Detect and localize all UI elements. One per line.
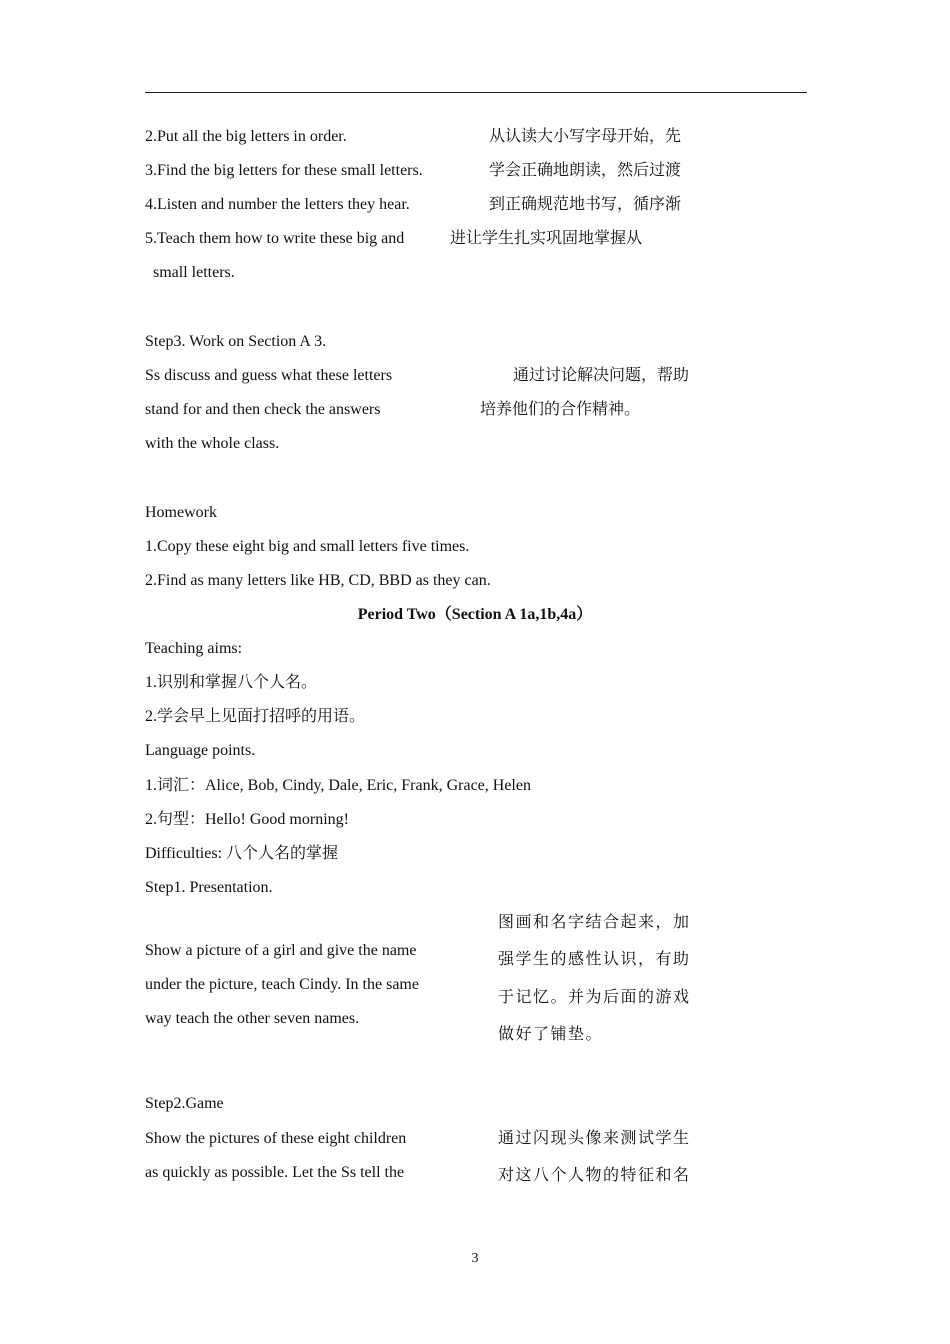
homework-item: 1.Copy these eight big and small letters five times. — [145, 538, 470, 555]
step-line: 4.Listen and number the letters they hear. — [145, 196, 410, 213]
step2-line: as quickly as possible. Let the Ss tell the — [145, 1164, 405, 1181]
side-note: 培养他们的合作精神。 — [480, 401, 641, 418]
side-note: 于记忆。并为后面的游戏 — [498, 989, 691, 1006]
side-note: 进让学生扎实巩固地掌握从 — [450, 230, 643, 247]
period-heading: Period Two（Section A 1a,1b,4a） — [357, 606, 593, 623]
step1-line: way teach the other seven names. — [145, 1010, 360, 1027]
step3-title: Step3. Work on Section A 3. — [145, 333, 327, 350]
step-line: 3.Find the big letters for these small letters. — [145, 162, 423, 179]
step-line: 2.Put all the big letters in order. — [145, 128, 347, 145]
side-note: 通过讨论解决问题，帮助 — [513, 367, 690, 384]
step2-title: Step2.Game — [145, 1095, 224, 1112]
point-item: 1.词汇：Alice, Bob, Cindy, Dale, Eric, Frank, Grace, Helen — [145, 777, 531, 794]
side-note: 通过闪现头像来测试学生 — [498, 1130, 691, 1147]
step-line: small letters. — [153, 264, 235, 281]
step1-line: Show a picture of a girl and give the name — [145, 942, 417, 959]
difficulties: Difficulties: 八个人名的掌握 — [145, 845, 339, 862]
side-note: 学会正确地朗读，然后过渡 — [489, 162, 682, 179]
page-number: 3 — [471, 1251, 479, 1266]
side-note: 强学生的感性认识，有助 — [498, 951, 691, 968]
step1-line: under the picture, teach Cindy. In the same — [145, 976, 419, 993]
step3-line: with the whole class. — [145, 435, 280, 452]
aim-item: 2.学会早上见面打招呼的用语。 — [145, 708, 366, 725]
language-points-label: Language points. — [145, 742, 256, 759]
homework-item: 2.Find as many letters like HB, CD, BBD as they can. — [145, 572, 491, 589]
side-note: 图画和名字结合起来，加 — [498, 914, 691, 931]
step1-title: Step1. Presentation. — [145, 879, 273, 896]
teaching-aims-label: Teaching aims: — [145, 640, 243, 657]
side-note: 到正确规范地书写，循序渐 — [489, 196, 682, 213]
homework-title: Homework — [145, 504, 217, 521]
side-note: 从认读大小写字母开始，先 — [489, 128, 682, 145]
side-note: 做好了铺垫。 — [498, 1026, 604, 1043]
step-line: 5.Teach them how to write these big and — [145, 230, 405, 247]
side-note: 对这八个人物的特征和名 — [498, 1167, 691, 1184]
aim-item: 1.识别和掌握八个人名。 — [145, 674, 318, 691]
step2-line: Show the pictures of these eight children — [145, 1130, 407, 1147]
step3-line: Ss discuss and guess what these letters — [145, 367, 393, 384]
step3-line: stand for and then check the answers — [145, 401, 381, 418]
point-item: 2.句型：Hello! Good morning! — [145, 811, 349, 828]
header-rule — [145, 92, 807, 93]
